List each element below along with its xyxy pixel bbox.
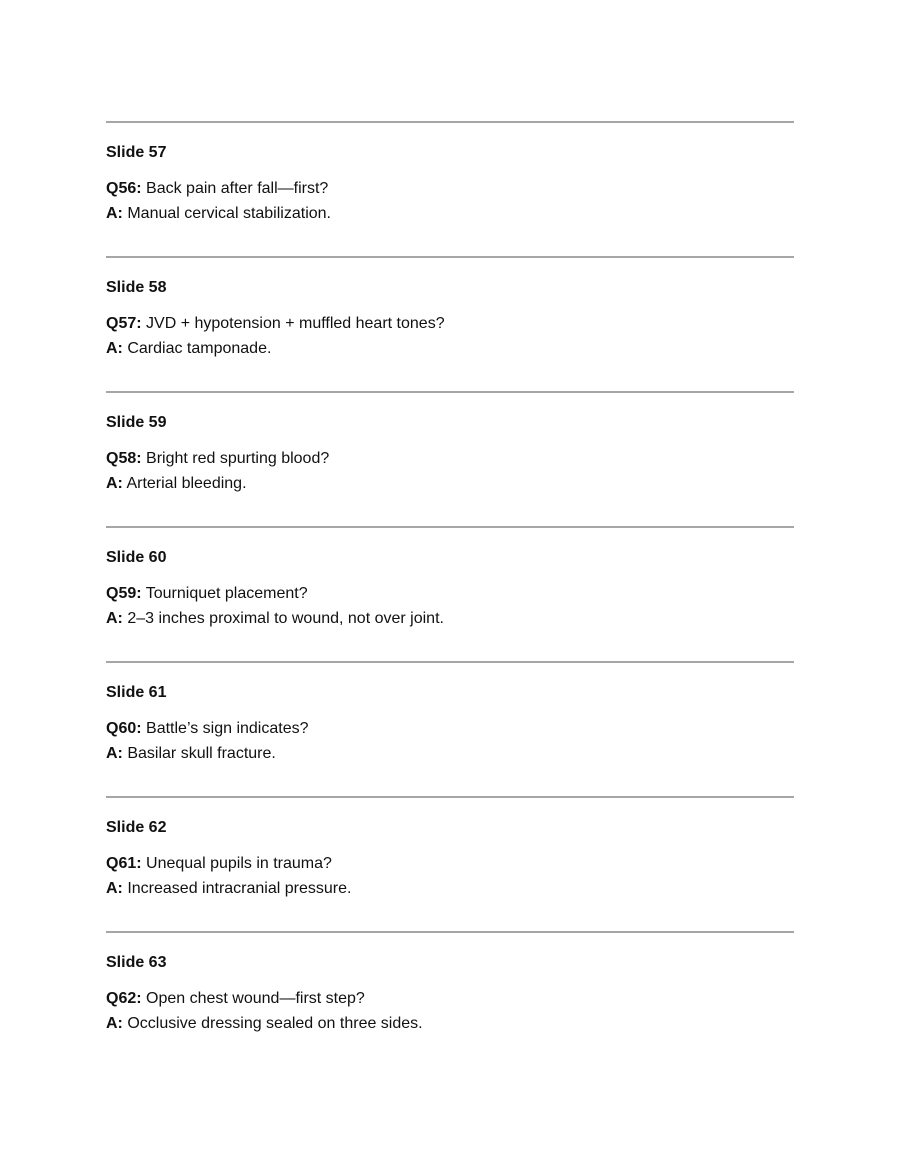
slide-title: Slide 60 — [106, 549, 167, 566]
slide-section — [106, 121, 794, 256]
document-body — [106, 121, 794, 1066]
question-line — [106, 989, 365, 1009]
slide-section — [106, 391, 794, 526]
divider — [106, 526, 794, 528]
divider — [106, 391, 794, 393]
answer-label: A: — [106, 205, 123, 222]
question-label: Q60: — [106, 720, 142, 737]
answer-text: Occlusive dressing sealed on three sides. — [122, 1015, 423, 1032]
slide-section — [106, 661, 794, 796]
slide-title: Slide 59 — [106, 414, 167, 431]
slide-section — [106, 931, 794, 1066]
question-line — [106, 314, 445, 334]
divider — [106, 931, 794, 933]
answer-line — [106, 744, 276, 764]
answer-text: 2–3 inches proximal to wound, not over joint. — [122, 610, 444, 627]
answer-line — [106, 204, 331, 224]
answer-label: A: — [106, 1015, 123, 1032]
question-label: Q58: — [106, 450, 142, 467]
answer-text: Basilar skull fracture. — [122, 745, 276, 762]
question-label: Q56: — [106, 180, 142, 197]
answer-line — [106, 609, 444, 629]
answer-text: Arterial bleeding. — [122, 475, 247, 492]
divider — [106, 256, 794, 258]
question-text: Back pain after fall—first? — [141, 180, 329, 197]
slide-title: Slide 57 — [106, 144, 167, 161]
question-line — [106, 854, 332, 874]
answer-label: A: — [106, 340, 123, 357]
answer-label: A: — [106, 610, 123, 627]
question-text: Battle’s sign indicates? — [141, 720, 309, 737]
slide-section — [106, 256, 794, 391]
question-label: Q62: — [106, 990, 142, 1007]
question-text: Bright red spurting blood? — [141, 450, 330, 467]
answer-text: Increased intracranial pressure. — [122, 880, 352, 897]
question-line — [106, 179, 328, 199]
question-text: Unequal pupils in trauma? — [141, 855, 332, 872]
answer-line — [106, 339, 271, 359]
slide-section — [106, 526, 794, 661]
question-line — [106, 584, 308, 604]
answer-label: A: — [106, 745, 123, 762]
slide-title: Slide 58 — [106, 279, 167, 296]
slide-section — [106, 796, 794, 931]
divider — [106, 796, 794, 798]
slide-title: Slide 63 — [106, 954, 167, 971]
question-line — [106, 449, 329, 469]
answer-line — [106, 1014, 423, 1034]
answer-line — [106, 879, 351, 899]
answer-text: Manual cervical stabilization. — [122, 205, 331, 222]
question-label: Q59: — [106, 585, 142, 602]
question-text: JVD + hypotension + muffled heart tones? — [141, 315, 445, 332]
divider — [106, 121, 794, 123]
divider — [106, 661, 794, 663]
answer-line — [106, 474, 247, 494]
answer-label: A: — [106, 880, 123, 897]
answer-text: Cardiac tamponade. — [122, 340, 272, 357]
question-line — [106, 719, 309, 739]
slide-title: Slide 62 — [106, 819, 167, 836]
slide-title: Slide 61 — [106, 684, 167, 701]
question-text: Open chest wound—first step? — [141, 990, 365, 1007]
question-label: Q57: — [106, 315, 142, 332]
question-text: Tourniquet placement? — [141, 585, 308, 602]
answer-label: A: — [106, 475, 123, 492]
question-label: Q61: — [106, 855, 142, 872]
